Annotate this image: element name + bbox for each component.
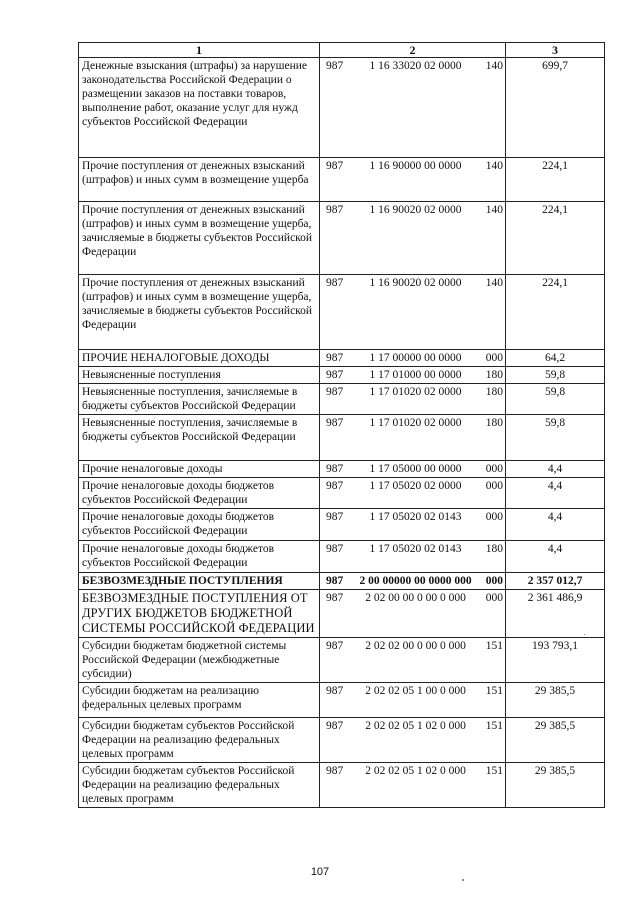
row-sum: 4,4	[506, 461, 605, 478]
row-code	[320, 638, 506, 683]
row-sum: 29 385,5	[506, 763, 605, 808]
admin-code: 987	[326, 543, 344, 555]
admin-code: 987	[326, 720, 344, 732]
row-code	[320, 478, 506, 509]
budget-classification-code: 2 02 02 00 0 00 0 000	[365, 640, 466, 652]
row-sum: 59,8	[506, 415, 605, 461]
revenue-type-code: 180	[485, 417, 503, 429]
row-sum: 699,7	[506, 58, 605, 158]
revenue-type-code: 151	[485, 765, 503, 777]
row-sum: 2 357 012,7	[506, 573, 605, 590]
row-code	[320, 461, 506, 478]
budget-classification-code: 2 02 00 00 0 00 0 000	[365, 592, 466, 604]
row-code	[320, 763, 506, 808]
budget-classification-code: 1 16 90000 00 0000	[369, 160, 462, 172]
admin-code: 987	[326, 369, 344, 381]
row-code	[320, 718, 506, 763]
row-sum: 193 793,1	[506, 638, 605, 683]
admin-code: 987	[326, 480, 344, 492]
row-name: Прочие неналоговые доходы бюджетов субъектов Российской Федерации	[79, 478, 320, 509]
row-code	[320, 202, 506, 275]
table-row	[79, 478, 605, 509]
header-col-3: 3	[506, 43, 605, 58]
row-sum: 2 361 486,9	[506, 590, 605, 638]
row-name: БЕЗВОЗМЕЗДНЫЕ ПОСТУПЛЕНИЯ ОТ ДРУГИХ БЮДЖЕТОВ БЮДЖЕТНОЙ СИСТЕМЫ РОССИЙСКОЙ ФЕДЕРАЦИИ	[79, 590, 320, 638]
row-name: Денежные взыскания (штрафы) за нарушение законодательства Российской Федерации о размещении заказов на поставки товаров, выполнение работ, оказание услуг для нужд субъектов Российской Федерации	[79, 58, 320, 158]
row-code	[320, 541, 506, 573]
budget-classification-code: 1 16 90020 02 0000	[369, 204, 462, 216]
budget-classification-code: 2 02 02 05 1 02 0 000	[365, 765, 466, 777]
revenue-type-code: 180	[485, 369, 503, 381]
admin-code: 987	[326, 685, 344, 697]
admin-code: 987	[326, 386, 344, 398]
admin-code: 987	[326, 417, 344, 429]
row-sum: 4,4	[506, 541, 605, 573]
row-sum: 4,4	[506, 509, 605, 541]
table-row	[79, 58, 605, 158]
row-sum: 59,8	[506, 367, 605, 384]
row-code	[320, 58, 506, 158]
header-row	[79, 43, 605, 58]
revenue-type-code: 140	[485, 277, 503, 289]
row-sum: 224,1	[506, 202, 605, 275]
table-row	[79, 367, 605, 384]
admin-code: 987	[326, 640, 344, 652]
revenue-type-code: 180	[485, 386, 503, 398]
row-name: Субсидии бюджетам субъектов Российской Федерации на реализацию федеральных целевых программ	[79, 718, 320, 763]
admin-code: 987	[326, 60, 344, 72]
row-sum: 224,1	[506, 275, 605, 350]
budget-classification-code: 1 17 05020 02 0143	[369, 511, 462, 523]
admin-code: 987	[326, 592, 344, 604]
row-name: Субсидии бюджетам субъектов Российской Федерации на реализацию федеральных целевых программ	[79, 763, 320, 808]
budget-classification-code: 1 17 05020 02 0143	[369, 543, 462, 555]
revenue-type-code: 000	[485, 592, 503, 604]
table-row	[79, 590, 605, 638]
row-name: Прочие неналоговые доходы бюджетов субъектов Российской Федерации	[79, 541, 320, 573]
admin-code: 987	[326, 463, 344, 475]
row-code	[320, 415, 506, 461]
admin-code: 987	[326, 160, 344, 172]
page-number: 107	[310, 866, 330, 878]
row-code	[320, 384, 506, 415]
row-name: Прочие неналоговые доходы	[79, 461, 320, 478]
table-row	[79, 509, 605, 541]
row-code	[320, 590, 506, 638]
revenue-type-code: 140	[485, 160, 503, 172]
admin-code: 987	[326, 352, 344, 364]
budget-classification-code: 1 16 90020 02 0000	[369, 277, 462, 289]
row-name: Прочие неналоговые доходы бюджетов субъектов Российской Федерации	[79, 509, 320, 541]
table-row	[79, 638, 605, 683]
admin-code: 987	[326, 765, 344, 777]
table-row	[79, 573, 605, 590]
row-name: Невыясненные поступления	[79, 367, 320, 384]
row-code	[320, 275, 506, 350]
row-sum: 64,2	[506, 350, 605, 367]
row-code	[320, 573, 506, 590]
revenue-type-code: 151	[485, 640, 503, 652]
revenue-type-code: 140	[485, 60, 503, 72]
admin-code: 987	[326, 511, 344, 523]
row-sum: 224,1	[506, 158, 605, 202]
revenue-type-code: 000	[485, 352, 503, 364]
budget-classification-code: 1 17 05000 00 0000	[369, 463, 462, 475]
row-name: Прочие поступления от денежных взысканий (штрафов) и иных сумм в возмещение ущерба, зачисляемые в бюджеты субъектов Российской Федерации	[79, 275, 320, 350]
table-row	[79, 683, 605, 718]
row-name: БЕЗВОЗМЕЗДНЫЕ ПОСТУПЛЕНИЯ	[79, 573, 320, 590]
budget-classification-code: 1 17 00000 00 0000	[369, 352, 462, 364]
table-row	[79, 718, 605, 763]
revenue-table	[78, 42, 605, 808]
admin-code: 987	[326, 277, 344, 289]
budget-classification-code: 1 16 33020 02 0000	[369, 60, 462, 72]
revenue-type-code: 140	[485, 204, 503, 216]
row-code	[320, 683, 506, 718]
row-name: Прочие поступления от денежных взысканий (штрафов) и иных сумм в возмещение ущерба, зачисляемые в бюджеты субъектов Российской Федерации	[79, 202, 320, 275]
row-sum: 29 385,5	[506, 683, 605, 718]
budget-classification-code: 1 17 01020 02 0000	[369, 417, 462, 429]
revenue-type-code: 000	[485, 575, 503, 587]
row-code	[320, 350, 506, 367]
row-name: Субсидии бюджетам бюджетной системы Российской Федерации (межбюджетные субсидии)	[79, 638, 320, 683]
table-row	[79, 350, 605, 367]
row-sum: 4,4	[506, 478, 605, 509]
table-row	[79, 541, 605, 573]
row-code	[320, 509, 506, 541]
row-name: Субсидии бюджетам на реализацию федеральных целевых программ	[79, 683, 320, 718]
revenue-type-code: 000	[485, 480, 503, 492]
budget-classification-code: 2 02 02 05 1 02 0 000	[365, 720, 466, 732]
table-row	[79, 158, 605, 202]
row-sum: 59,8	[506, 384, 605, 415]
row-code	[320, 158, 506, 202]
table-row	[79, 415, 605, 461]
budget-classification-code: 1 17 05020 02 0000	[369, 480, 462, 492]
table-row	[79, 202, 605, 275]
budget-classification-code: 1 17 01020 02 0000	[369, 386, 462, 398]
table-row	[79, 461, 605, 478]
row-name: ПРОЧИЕ НЕНАЛОГОВЫЕ ДОХОДЫ	[79, 350, 320, 367]
row-name: Прочие поступления от денежных взысканий (штрафов) и иных сумм в возмещение ущерба	[79, 158, 320, 202]
budget-classification-code: 2 00 00000 00 0000 000	[359, 575, 472, 587]
row-name: Невыясненные поступления, зачисляемые в бюджеты субъектов Российской Федерации	[79, 384, 320, 415]
table-row	[79, 275, 605, 350]
budget-classification-code: 1 17 01000 00 0000	[369, 369, 462, 381]
budget-classification-code: 2 02 02 05 1 00 0 000	[365, 685, 466, 697]
revenue-type-code: 000	[485, 463, 503, 475]
revenue-type-code: 151	[485, 685, 503, 697]
table-row	[79, 384, 605, 415]
row-name: Невыясненные поступления, зачисляемые в бюджеты субъектов Российской Федерации	[79, 415, 320, 461]
header-col-1: 1	[79, 43, 320, 58]
admin-code: 987	[326, 575, 344, 587]
header-col-2: 2	[320, 43, 506, 58]
admin-code: 987	[326, 204, 344, 216]
revenue-type-code: 180	[485, 543, 503, 555]
revenue-type-code: 000	[485, 511, 503, 523]
scan-speck	[462, 879, 464, 881]
scan-speck	[584, 634, 585, 635]
row-code	[320, 367, 506, 384]
table-row	[79, 763, 605, 808]
revenue-type-code: 151	[485, 720, 503, 732]
row-sum: 29 385,5	[506, 718, 605, 763]
